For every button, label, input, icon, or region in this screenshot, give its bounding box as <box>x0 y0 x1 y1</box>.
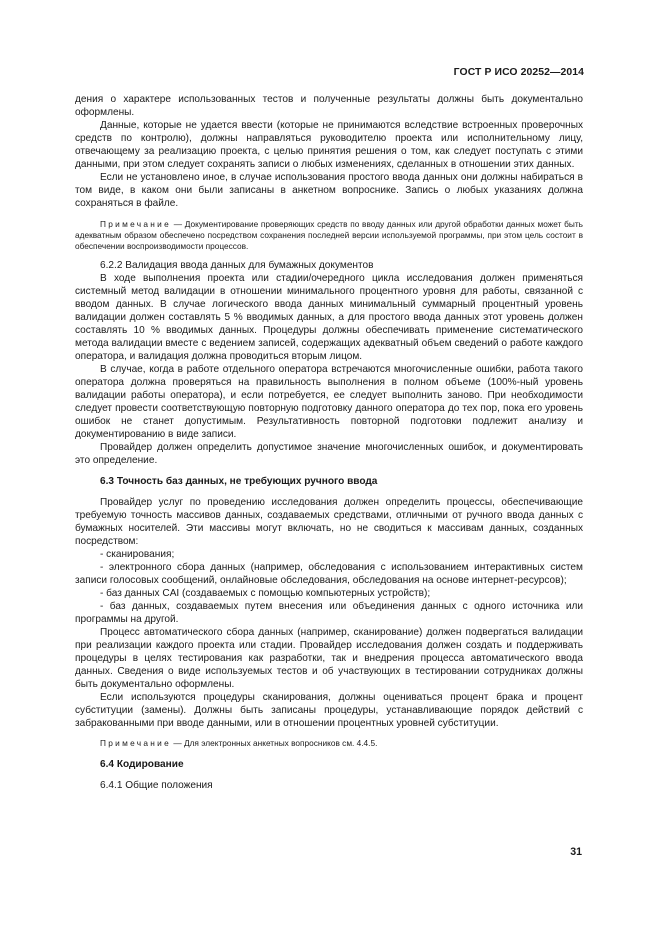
paragraph: Процесс автоматического сбора данных (например, сканирование) должен подвергаться валидации при реализации каждого проекта или стадии. Провайдер исследования должен создать и поддерживать процедуры в целях тестирования как разработки, так и внедрения процесса автоматического ввода данных. Сведения о виде используемых тестов и об участвующих в тестировании сотрудниках должны быть документально оформлены. <box>75 627 583 690</box>
note-label: Примечание <box>100 738 172 748</box>
list-item: - электронного сбора данных (например, обследования с использованием интерактивных систем записи голосовых сообщений, онлайновые обследования, обследования на основе интернет-ресурсов); <box>75 562 583 586</box>
subsection-heading: 6.4.1 Общие положения <box>100 780 213 791</box>
list-item: - баз данных, создаваемых путем внесения или объединения данных с одного источника или программы на другой. <box>75 601 583 625</box>
paragraph: Провайдер услуг по проведению исследования должен определить процессы, обеспечивающие требуемую точность массивов данных, создаваемых средствами, отличными от ручного ввода данных с бумажных носителей. Эти массивы могут включать, но не сводиться к массивам данных, созданных посредством: <box>75 497 583 547</box>
section-heading: 6.4 Кодирование <box>100 759 184 770</box>
document-header: ГОСТ Р ИСО 20252—2014 <box>453 67 584 78</box>
paragraph: Если не установлено иное, в случае использования простого ввода данных они должны набираться в том виде, в каком они были записаны в анкетном вопроснике. Запись о любых указаниях должна сохраняться в файле. <box>75 172 583 209</box>
paragraph: В ходе выполнения проекта или стадии/очередного цикла исследования должен применяться системный метод валидации в отношении минимального процентного уровня для работы, связанной с вводом данных. В случае логического ввода данных минимальный суммарный процентный уровень валидации должен составлять 5 % вводимых данных, а для простого ввода данных этот уровень должен составлять 10 % вводимых данных. Процедуры должны обеспечивать применение систематического метода валидации вместе с ведением записей, содержащих адекватный объем сведений о работе каждого оператора, и валидация должна проводиться вторым лицом. <box>75 273 583 362</box>
paragraph: Если используются процедуры сканирования, должны оцениваться процент брака и процент субституции (замены). Должны быть записаны процедуры, устанавливающие порядок действий с забракованными при вводе данными, или в отношении процентных уровней субституции. <box>75 692 583 729</box>
page-body <box>75 93 583 792</box>
section-heading: 6.3 Точность баз данных, не требующих ручного ввода <box>100 476 378 487</box>
note <box>75 219 583 252</box>
note-label: Примечание <box>100 219 172 229</box>
note-dash: — <box>173 738 182 748</box>
note-text: Документирование проверяющих средств по вводу данных или другой обработки данных может быть адекватным образом обеспечено посредством сохранения последней версии используемой программы, при этом цель состоит в обеспечении воспроизводимости процессов. <box>75 219 583 251</box>
subsection-heading: 6.2.2 Валидация ввода данных для бумажных документов <box>100 260 374 271</box>
paragraph: дения о характере использованных тестов и полученные результаты должны быть документально оформлены. <box>75 94 583 118</box>
page-number: 31 <box>570 846 582 858</box>
paragraph: Данные, которые не удается ввести (которые не принимаются вследствие встроенных проверочных средств по контролю), должны направляться руководителю проекта или исполнительному лицу, отвечающему за реализацию проекта, с целью принятия решения о том, как следует поступать с этими данными, при этом следует сохранять записи о любых изменениях, сделанных в отношении этих данных. <box>75 120 583 170</box>
list-item: - сканирования; <box>100 549 175 560</box>
note-dash: — <box>173 219 183 229</box>
note <box>75 738 583 749</box>
paragraph: Провайдер должен определить допустимое значение многочисленных ошибок, и документировать это определение. <box>75 442 583 466</box>
list-item: - баз данных CAI (создаваемых с помощью компьютерных устройств); <box>100 588 431 599</box>
paragraph: В случае, когда в работе отдельного оператора встречаются многочисленные ошибки, работа такого оператора должна проверяться на правильность выполнения в полном объеме (100%-ный уровень валидации работы оператора), и если потребуется, ее следует выполнить заново. При необходимости следует провести соответствующую повторную подготовку данного оператора до тех пор, пока его уровень ошибок не станет допустимым. Результативность повторной подготовки подлежит анализу и документированию в виде записи. <box>75 364 583 440</box>
note-text: Для электронных анкетных вопросников см. 4.4.5. <box>183 738 378 748</box>
